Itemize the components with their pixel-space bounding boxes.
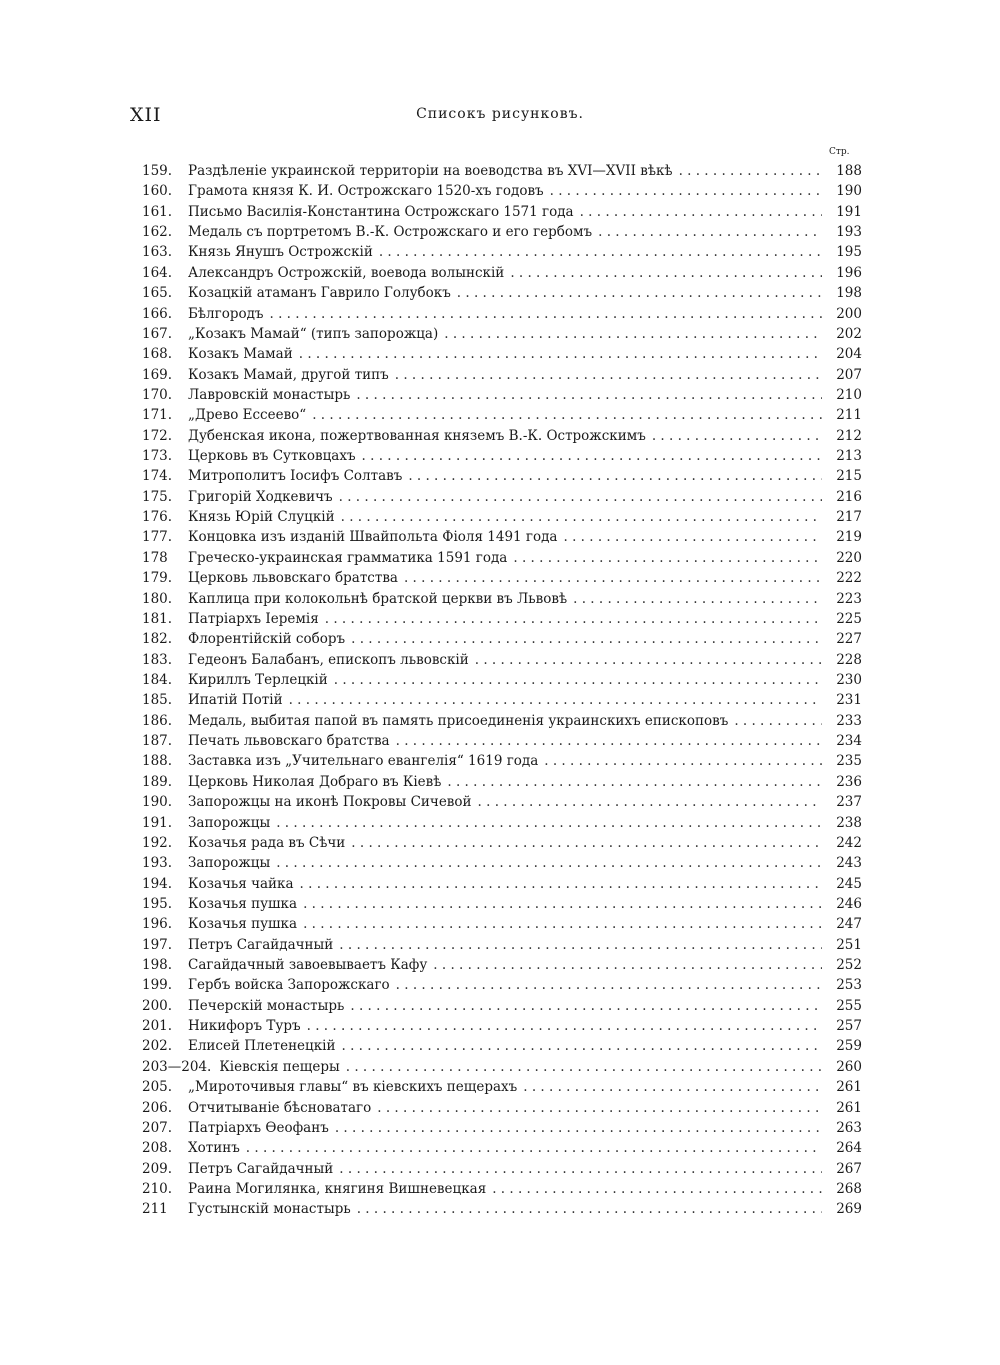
entry-title: Хотинъ (188, 1140, 240, 1157)
leader-dots (351, 629, 822, 649)
entry-title: Петръ Сагайдачный (188, 1160, 334, 1177)
entry-number: 176. (142, 509, 173, 526)
entry-page: 202 (836, 325, 862, 342)
entry-title: Запорожцы (188, 814, 271, 831)
entry-title: Греческо-украинская грамматика 1591 года (188, 549, 508, 566)
entry-page: 259 (836, 1038, 862, 1055)
leader-dots (307, 1016, 822, 1036)
list-item (142, 568, 862, 588)
entry-title: Густынскій монастырь (188, 1201, 351, 1218)
entry-title: Печать львовскаго братства (188, 733, 390, 750)
entry-number: 188. (142, 753, 173, 770)
entry-title: Александръ Острожскій, воевода волынскій (188, 264, 505, 281)
entry-number: 164. (142, 264, 173, 281)
list-item (142, 1199, 862, 1219)
list-item (142, 385, 862, 405)
entry-page: 245 (836, 875, 862, 892)
entry-page: 260 (836, 1058, 862, 1075)
list-item (142, 1098, 862, 1118)
leader-dots (350, 996, 822, 1016)
entry-page: 231 (836, 692, 862, 709)
list-item (142, 772, 862, 792)
entry-number: 192. (142, 834, 173, 851)
entry-title: Раздѣленіе украинской территоріи на воеводства въ XVI—XVII вѣкѣ (188, 163, 673, 179)
entry-title: Гедеонъ Балабанъ, епископъ львовскій (188, 651, 469, 668)
leader-dots (523, 1077, 822, 1097)
leader-dots (356, 385, 822, 405)
entry-number: 167. (142, 325, 173, 342)
entry-number: 177. (142, 529, 173, 546)
entry-page: 257 (836, 1018, 862, 1035)
leader-dots (346, 1057, 822, 1077)
leader-dots (276, 853, 822, 873)
entry-number: 166. (142, 305, 173, 322)
leader-dots (404, 568, 822, 588)
entry-page: 195 (836, 244, 862, 261)
entry-title: Церковь Николая Добраго въ Кіевѣ (188, 773, 442, 790)
entry-number: 162. (142, 224, 173, 241)
leader-dots (513, 548, 822, 568)
leader-dots (510, 263, 822, 283)
entry-number: 178 (142, 549, 168, 566)
entry-page: 230 (836, 671, 862, 688)
entry-title: Грамота князя К. И. Острожскаго 1520-хъ годовъ (188, 183, 544, 200)
list-item (142, 161, 862, 181)
list-item (142, 202, 862, 222)
entry-page: 198 (836, 285, 862, 302)
entry-number: 160. (142, 183, 173, 200)
leader-dots (377, 1098, 822, 1118)
page-column-heading: Стр. (829, 147, 850, 157)
entry-page: 219 (836, 529, 862, 546)
entry-number: 175. (142, 488, 173, 505)
entry-page: 217 (836, 509, 862, 526)
entry-title: Печерскій монастырь (188, 997, 345, 1014)
list-item (142, 304, 862, 324)
entry-number: 195. (142, 895, 173, 912)
entry-page: 213 (836, 448, 862, 465)
entry-page: 253 (836, 977, 862, 994)
leader-dots (335, 1118, 822, 1138)
entry-page: 251 (836, 936, 862, 953)
entry-page: 200 (836, 305, 862, 322)
entry-number: 179. (142, 570, 173, 587)
list-item (142, 751, 862, 771)
entry-number: 196. (142, 916, 173, 933)
leader-dots (544, 751, 822, 771)
list-item (142, 548, 862, 568)
entry-page: 215 (836, 468, 862, 485)
entry-page: 246 (836, 895, 862, 912)
leader-dots (563, 527, 822, 547)
leader-dots (679, 161, 822, 181)
leader-dots (396, 975, 822, 995)
entry-title: Бѣлгородъ (188, 305, 264, 322)
leader-dots (312, 405, 822, 425)
list-item (142, 365, 862, 385)
entry-number: 170. (142, 386, 173, 403)
entry-number: 211 (142, 1201, 168, 1218)
entry-title: Кириллъ Терлецкій (188, 671, 328, 688)
entry-title: Каплица при колокольнѣ братской церкви въ Львовѣ (188, 590, 568, 607)
entry-number: 208. (142, 1140, 173, 1157)
entry-title: Князь Юрій Слуцкій (188, 509, 335, 526)
entry-page: 237 (836, 794, 862, 811)
entry-title: Кіевскія пещеры (219, 1058, 340, 1075)
leader-dots (447, 772, 822, 792)
leader-dots (379, 242, 822, 262)
leader-dots (270, 304, 822, 324)
list-item (142, 242, 862, 262)
entry-page: 196 (836, 264, 862, 281)
entry-title: Дубенская икона, пожертвованная княземъ В.-К. Острожскимъ (188, 427, 646, 444)
list-item (142, 589, 862, 609)
entry-page: 261 (836, 1079, 862, 1096)
entry-page: 211 (836, 407, 862, 424)
list-item (142, 629, 862, 649)
list-item (142, 650, 862, 670)
entry-page: 204 (836, 346, 862, 363)
entry-title: Концовка изъ изданій Швайпольта Фіоля 1491 года (188, 529, 558, 546)
leader-dots (246, 1138, 822, 1158)
entry-page: 190 (836, 183, 862, 200)
entry-page: 212 (836, 427, 862, 444)
entry-page: 234 (836, 733, 862, 750)
list-item (142, 222, 862, 242)
entry-page: 255 (836, 997, 862, 1014)
list-item (142, 344, 862, 364)
list-item (142, 283, 862, 303)
leader-dots (580, 202, 822, 222)
entry-title: Отчитываніе бѣсноватаго (188, 1099, 372, 1116)
leader-dots (303, 894, 822, 914)
list-item (142, 996, 862, 1016)
entry-number: 210. (142, 1180, 173, 1197)
entry-number: 172. (142, 427, 173, 444)
entry-title: „Древо Ессеево“ (188, 407, 307, 424)
list-item (142, 1016, 862, 1036)
entry-page: 216 (836, 488, 862, 505)
entry-page: 210 (836, 386, 862, 403)
entry-page: 235 (836, 753, 862, 770)
entry-number: 206. (142, 1099, 173, 1116)
list-item (142, 731, 862, 751)
entry-page: 263 (836, 1119, 862, 1136)
entry-title: Флорентійскій соборъ (188, 631, 346, 648)
entry-title: Патріархъ Ѳеофанъ (188, 1119, 329, 1136)
entry-page: 242 (836, 834, 862, 851)
leader-dots (478, 792, 822, 812)
list-item (142, 446, 862, 466)
leader-dots (339, 935, 822, 955)
leader-dots (357, 1199, 822, 1219)
entry-number: 199. (142, 977, 173, 994)
list-item (142, 1077, 862, 1097)
list-item (142, 466, 862, 486)
list-item (142, 935, 862, 955)
list-item (142, 975, 862, 995)
entry-number: 180. (142, 590, 173, 607)
leader-dots (433, 955, 822, 975)
list-item (142, 609, 862, 629)
list-item (142, 426, 862, 446)
list-item (142, 813, 862, 833)
list-item (142, 1159, 862, 1179)
leader-dots (475, 650, 822, 670)
list-item (142, 670, 862, 690)
leader-dots (444, 324, 822, 344)
leader-dots (598, 222, 822, 242)
entry-title: Сагайдачный завоевываетъ Кафу (188, 957, 428, 974)
entry-number: 194. (142, 875, 173, 892)
leader-dots (342, 1036, 823, 1056)
leader-dots (573, 589, 822, 609)
list-item (142, 527, 862, 547)
entry-number: 169. (142, 366, 173, 383)
entry-title: Церковь львовскаго братства (188, 570, 398, 587)
list-item (142, 1057, 862, 1077)
leader-dots (341, 507, 822, 527)
entry-title: Петръ Сагайдачный (188, 936, 334, 953)
entry-number: 159. (142, 163, 173, 179)
leader-dots (334, 670, 822, 690)
entry-title: Митрополитъ Іосифъ Солтавъ (188, 468, 403, 485)
list-item (142, 1179, 862, 1199)
entry-title: Лавровскій монастырь (188, 386, 351, 403)
leader-dots (299, 344, 822, 364)
list-item (142, 874, 862, 894)
entry-title: Медаль, выбитая папой въ память присоединенія украинскихъ епископовъ (188, 712, 729, 729)
list-item (142, 1138, 862, 1158)
leader-dots (550, 181, 822, 201)
entry-title: Заставка изъ „Учительнаго евангелія“ 1619 года (188, 753, 539, 770)
entry-number: 202. (142, 1038, 173, 1055)
leader-dots (303, 914, 822, 934)
entry-number: 173. (142, 448, 173, 465)
entry-title: „Козакъ Мамай“ (типъ запорожца) (188, 325, 439, 342)
entry-title: Церковь въ Сутковцахъ (188, 448, 356, 465)
entry-number: 183. (142, 651, 173, 668)
entry-title: Козачья пушка (188, 895, 298, 912)
leader-dots (325, 609, 822, 629)
entry-page: 222 (836, 570, 862, 587)
entry-title: Патріархъ Іеремія (188, 610, 319, 627)
leader-dots (457, 283, 822, 303)
leader-dots (300, 874, 822, 894)
leader-dots (652, 426, 822, 446)
leader-dots (396, 731, 822, 751)
entry-page: 227 (836, 631, 862, 648)
list-item (142, 914, 862, 934)
entry-page: 228 (836, 651, 862, 668)
list-item (142, 711, 862, 731)
leader-dots (362, 446, 822, 466)
entry-number: 197. (142, 936, 173, 953)
entry-title: Раина Могилянка, княгиня Вишневецкая (188, 1180, 487, 1197)
entry-title: „Мироточивыя главы“ въ кіевскихъ пещерахъ (188, 1079, 518, 1096)
entry-number: 205. (142, 1079, 173, 1096)
entry-number: 190. (142, 794, 173, 811)
entry-number: 161. (142, 203, 173, 220)
entry-title: Письмо Василія-Константина Острожскаго 1571 года (188, 203, 574, 220)
entry-number: 171. (142, 407, 173, 424)
entry-page: 188 (836, 163, 862, 179)
list-item (142, 955, 862, 975)
list-item (142, 1036, 862, 1056)
entry-title: Гербъ войска Запорожскаго (188, 977, 390, 994)
entry-number: 181. (142, 610, 173, 627)
entry-title: Запорожцы на иконѣ Покровы Сичевой (188, 794, 472, 811)
page-number: XII (130, 104, 162, 126)
entry-number: 184. (142, 671, 173, 688)
entry-number: 198. (142, 957, 173, 974)
entry-title: Козацкій атаманъ Гаврило Голубокъ (188, 285, 451, 302)
entry-number: 207. (142, 1119, 173, 1136)
list-item (142, 853, 862, 873)
entry-number: 209. (142, 1160, 173, 1177)
entry-page: 261 (836, 1099, 862, 1116)
entry-number: 174. (142, 468, 173, 485)
page-title: Списокъ рисунковъ. (416, 106, 584, 122)
entry-title: Козачья пушка (188, 916, 298, 933)
list-item (142, 507, 862, 527)
leader-dots (492, 1179, 822, 1199)
entry-number: 185. (142, 692, 173, 709)
entry-title: Козачья рада въ Сѣчи (188, 834, 346, 851)
entry-title: Козакъ Мамай (188, 346, 293, 363)
entry-page: 236 (836, 773, 862, 790)
entry-page: 238 (836, 814, 862, 831)
entry-title: Князь Янушъ Острожскій (188, 244, 373, 261)
entry-number: 201. (142, 1018, 173, 1035)
entry-number: 186. (142, 712, 173, 729)
entry-page: 207 (836, 366, 862, 383)
entry-page: 193 (836, 224, 862, 241)
entry-number: 187. (142, 733, 173, 750)
entry-page: 269 (836, 1201, 862, 1218)
entry-number: 200. (142, 997, 173, 1014)
entry-title: Никифоръ Туръ (188, 1018, 301, 1035)
entry-title: Козакъ Мамай, другой типъ (188, 366, 389, 383)
entry-page: 223 (836, 590, 862, 607)
list-item (142, 792, 862, 812)
leader-dots (339, 487, 822, 507)
entry-number: 163. (142, 244, 173, 261)
leader-dots (351, 833, 822, 853)
entry-title: Григорій Ходкевичъ (188, 488, 333, 505)
entry-page: 252 (836, 957, 862, 974)
entry-page: 225 (836, 610, 862, 627)
leader-dots (734, 711, 822, 731)
list-item (142, 324, 862, 344)
entry-page: 220 (836, 549, 862, 566)
leader-dots (339, 1159, 822, 1179)
entry-number: 193. (142, 855, 173, 872)
entry-number: 165. (142, 285, 173, 302)
list-item (142, 487, 862, 507)
entry-page: 233 (836, 712, 862, 729)
list-item (142, 263, 862, 283)
entry-title: Елисей Плетенецкій (188, 1038, 336, 1055)
entry-page: 191 (836, 203, 862, 220)
entry-number: 203—204. (142, 1058, 212, 1075)
leader-dots (289, 690, 822, 710)
entry-page: 264 (836, 1140, 862, 1157)
list-item (142, 1118, 862, 1138)
entry-title: Ипатій Потій (188, 692, 283, 709)
entry-title: Козачья чайка (188, 875, 294, 892)
entry-title: Запорожцы (188, 855, 271, 872)
entry-page: 247 (836, 916, 862, 933)
entry-page: 243 (836, 855, 862, 872)
entry-number: 191. (142, 814, 173, 831)
list-item (142, 894, 862, 914)
entry-number: 182. (142, 631, 173, 648)
leader-dots (408, 466, 822, 486)
list-item (142, 833, 862, 853)
entry-number: 189. (142, 773, 173, 790)
entry-page: 267 (836, 1160, 862, 1177)
list-item (142, 690, 862, 710)
entry-number: 168. (142, 346, 173, 363)
entry-title: Медаль съ портретомъ В.-К. Острожскаго и его гербомъ (188, 224, 593, 241)
entry-page: 268 (836, 1180, 862, 1197)
leader-dots (276, 813, 822, 833)
list-item (142, 405, 862, 425)
illustration-list (142, 161, 862, 1220)
list-item (142, 181, 862, 201)
leader-dots (395, 365, 822, 385)
